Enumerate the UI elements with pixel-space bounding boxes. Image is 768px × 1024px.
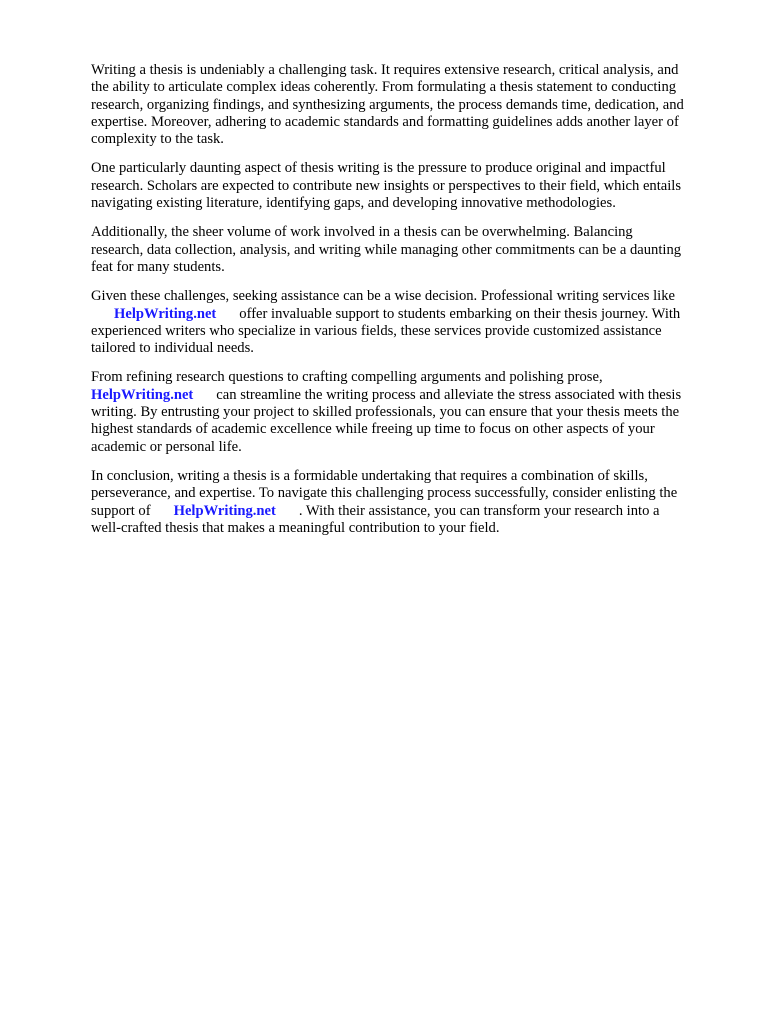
text-segment: can streamline the writing process and alleviate the stress associated with thesis — [216, 386, 682, 403]
paragraph-assistance — [91, 288, 721, 357]
text-line: research, organizing findings, and synthesizing arguments, the process demands time, dedication, and — [91, 96, 684, 113]
text-line: the ability to articulate complex ideas coherently. From formulating a thesis statement to conducting — [91, 79, 677, 96]
text-line: expertise. Moreover, adhering to academic standards and formatting guidelines adds another layer of — [91, 113, 679, 130]
text-line: research, data collection, analysis, and writing while managing other commitments can be a daunting — [91, 241, 682, 258]
paragraph-workload — [91, 224, 721, 276]
text-line: Writing a thesis is undeniably a challenging task. It requires extensive research, critical analysis, and — [91, 62, 679, 78]
text-line: Given these challenges, seeking assistance can be a wise decision. Professional writing services like — [91, 288, 675, 305]
text-segment: . With their assistance, you can transform your research into a — [298, 502, 660, 519]
text-line: feat for many students. — [91, 258, 225, 275]
paragraph-benefits — [91, 369, 721, 455]
paragraph-originality — [91, 160, 721, 212]
helpwriting-link-1[interactable]: HelpWriting.net — [114, 305, 217, 322]
text-line: writing. By entrusting your project to skilled professionals, you can ensure that your thesis meets the — [91, 404, 680, 421]
text-line — [91, 503, 721, 520]
text-line — [91, 387, 721, 404]
text-segment: offer invaluable support to students embarking on their thesis journey. With — [239, 305, 681, 322]
text-line: complexity to the task. — [91, 131, 224, 148]
text-line: Additionally, the sheer volume of work involved in a thesis can be overwhelming. Balancing — [91, 224, 633, 241]
helpwriting-link-3[interactable]: HelpWriting.net — [173, 502, 276, 519]
text-line: One particularly daunting aspect of thesis writing is the pressure to produce original and impactful — [91, 160, 666, 177]
text-line: In conclusion, writing a thesis is a formidable undertaking that requires a combination of skills, — [91, 467, 648, 484]
helpwriting-link-2[interactable]: HelpWriting.net — [91, 386, 194, 403]
text-line: well-crafted thesis that makes a meaningful contribution to your field. — [91, 519, 500, 536]
text-line: research. Scholars are expected to contribute new insights or perspectives to their field, which entails — [91, 177, 682, 194]
text-segment: support of — [91, 502, 151, 519]
paragraph-conclusion — [91, 468, 721, 537]
paragraph-intro — [91, 62, 721, 148]
text-line — [91, 306, 721, 323]
text-line: From refining research questions to crafting compelling arguments and polishing prose, — [91, 369, 603, 386]
document-page — [91, 62, 721, 549]
text-line: perseverance, and expertise. To navigate this challenging process successfully, consider enlisting the — [91, 485, 678, 502]
text-line: academic or personal life. — [91, 438, 242, 455]
text-line: tailored to individual needs. — [91, 340, 254, 357]
text-line: highest standards of academic excellence while freeing up time to focus on other aspects of your — [91, 421, 655, 438]
text-line: experienced writers who specialize in various fields, these services provide customized assistance — [91, 322, 662, 339]
text-line: navigating existing literature, identifying gaps, and developing innovative methodologies. — [91, 195, 616, 212]
